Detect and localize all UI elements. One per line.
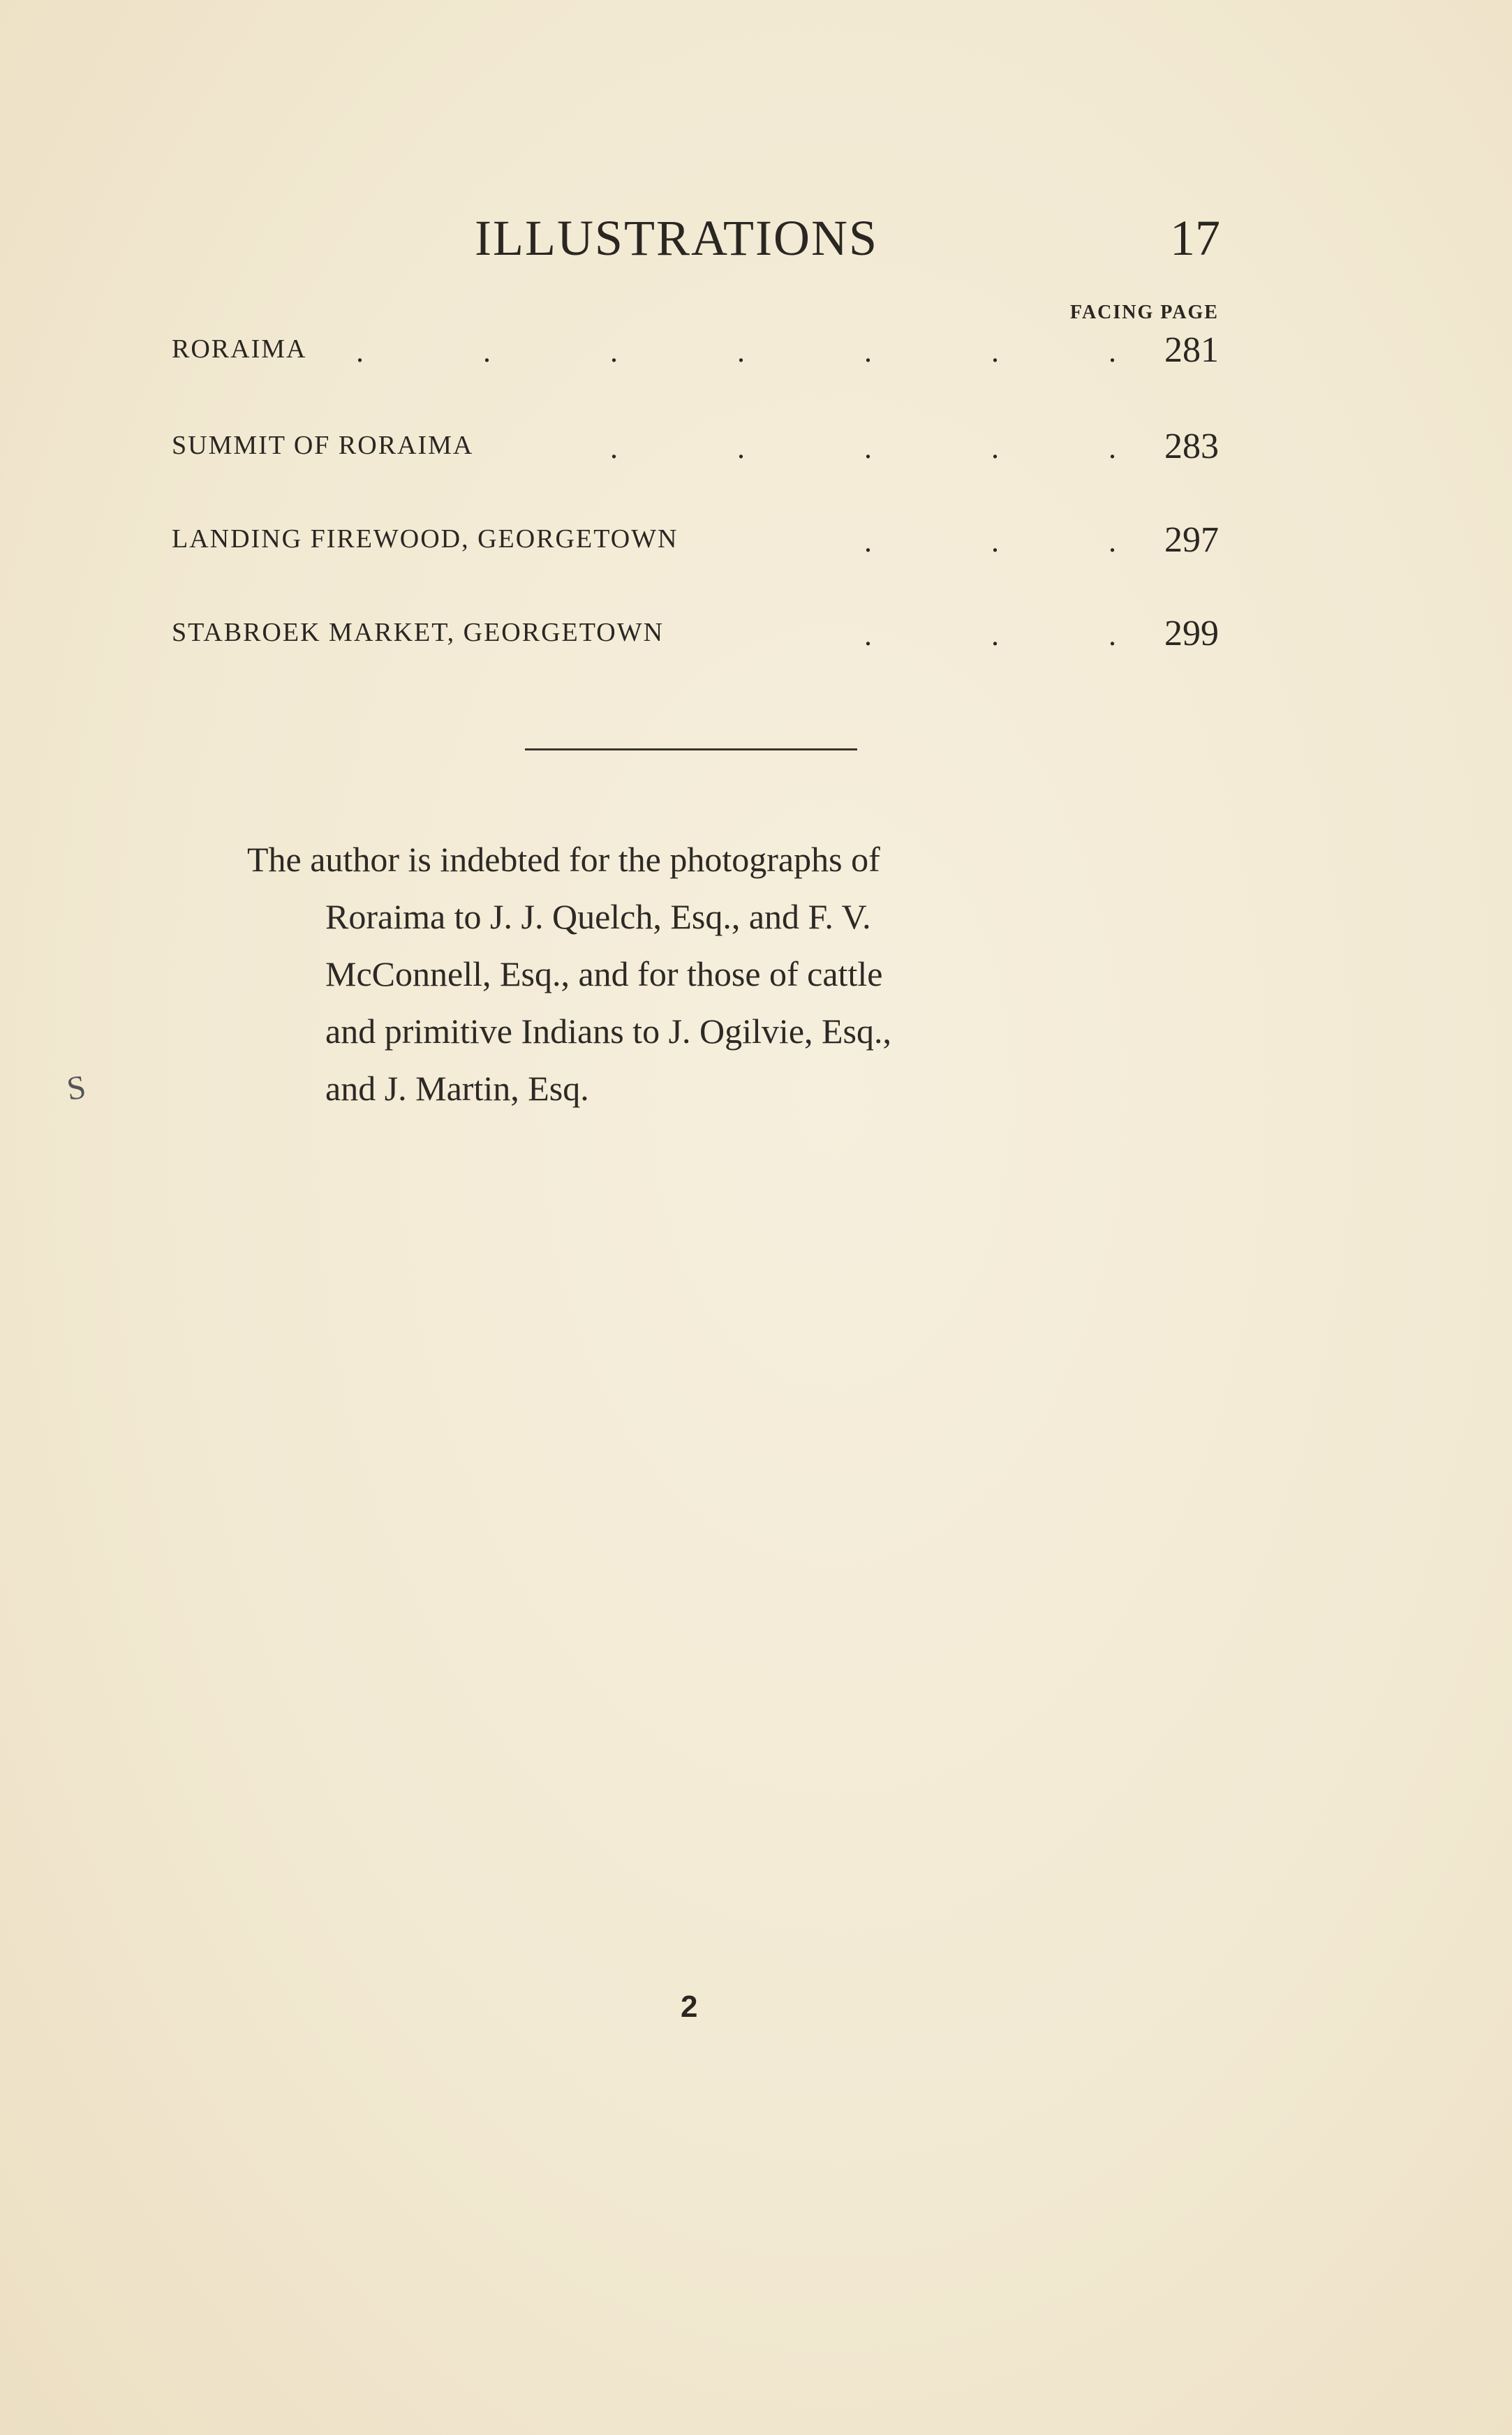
page-number: 17 — [1170, 210, 1220, 266]
illustration-page: 297 — [1164, 520, 1219, 560]
credit-line: The author is indebted for the photographs of — [247, 840, 880, 879]
credit-line: and primitive Indians to J. Ogilvie, Esq., — [325, 1012, 892, 1051]
margin-mark: S — [64, 1068, 89, 1108]
illustration-title: STABROEK MARKET, GEORGETOWN — [172, 618, 665, 647]
illustration-entry: SUMMIT OF RORAIMA . . . . . 283 — [172, 427, 1219, 466]
section-divider — [525, 748, 857, 750]
illustration-title: RORAIMA — [172, 334, 307, 364]
illustration-page: 281 — [1164, 330, 1219, 370]
credit-line: Roraima to J. J. Quelch, Esq., and F. V. — [325, 897, 871, 936]
facing-page-label: FACING PAGE — [1069, 302, 1219, 323]
illustration-entry: RORAIMA . . . . . . . 281 — [172, 330, 1219, 370]
illustration-page: 299 — [1164, 614, 1219, 653]
photo-credit-paragraph — [247, 831, 1071, 1117]
signature-number: 2 — [681, 1990, 698, 2024]
illustration-page: 283 — [1164, 427, 1219, 466]
credit-line: and J. Martin, Esq. — [325, 1069, 589, 1108]
running-head: ILLUSTRATIONS — [475, 210, 878, 266]
illustration-entry: STABROEK MARKET, GEORGETOWN . . . 299 — [172, 614, 1219, 653]
illustration-entry: LANDING FIREWOOD, GEORGETOWN . . . 297 — [172, 520, 1219, 560]
illustration-title: LANDING FIREWOOD, GEORGETOWN — [172, 524, 679, 554]
credit-line: McConnell, Esq., and for those of cattle — [325, 954, 883, 993]
illustration-title: SUMMIT OF RORAIMA — [172, 431, 474, 460]
